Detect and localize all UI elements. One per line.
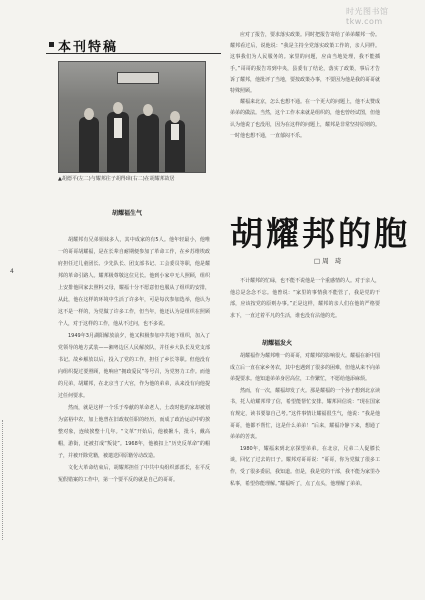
photo-person-head (84, 108, 94, 120)
photo-person-head (143, 104, 153, 116)
left-paragraph: 1949年3月湖阳解放前夕，他又积极参加中共地下组织，加入了党领导的地方武装——湘粤边区人民解放队，并任乡大队长及党支部书记。故乡解放以后，投入了党的工作，担任了乡长等职。但他没有向组织提过要照顾，他响应“拥政爱民”等号召，为党努力工作。而他的兄弟，胡耀邦，在北京当了大官，作为他的弟弟，从来没有向他提过任何要求。 (58, 333, 210, 399)
right-top-paragraph: 应对了报告，要求落实政策。同时把报告寄给了弟弟耀邦一份。耀邦看过后，说他说：“我是主持全党落实政策工作的，亲人同样。这事我们为人民服务的。家里的问题，应由当地处理，我不能插手。”哥哥的报告寄到中央，县委有了结论，落实了政策，事后才告诉了耀邦，他批评了当地，要按政策办事，不要因为他是我的哥哥就特殊照顾。 (230, 32, 381, 95)
photo-shirt (114, 118, 122, 138)
left-paragraph: 文化大革命结束后，胡耀邦担任了中共中央组织部部长，在平反冤假错案的工作中，第一个要平反的就是自己的哥哥。 (58, 465, 210, 483)
photo-caption: ▲胡德平(左二)与耀邦往子胡得璋(右二)在胡耀邦故居 (58, 176, 175, 182)
article-title: 胡耀邦的胞 (230, 214, 410, 253)
right-column-top (230, 30, 380, 142)
article-author: □周 琦 (314, 257, 344, 265)
right-subheading: 胡耀福发火 (262, 340, 293, 347)
right-bot-paragraph: 1980年，耀福来到北京探望弟弟。在北京，兄弟二人促膝长谈，回忆了过去的日子。耀邦对哥哥说：“哥哥，你为党做了很多工作，受了很多委屈，我知道。但是，我是党的干部，我不能为家里办私事，希望你能理解。”耀福听了，点了点头，他理解了弟弟。 (230, 445, 381, 487)
photo-sign (117, 72, 159, 84)
right-column-mid (230, 276, 380, 322)
section-title: 本刊特稿 (58, 40, 119, 55)
header-marker (49, 42, 54, 47)
page-number: 4 (10, 268, 14, 275)
left-paragraph: 胡耀邦有兄弟姐妹多人，其中成家的有5人。他年轻最小，他唯一的哥哥胡耀福，是在长辈自耐期便参加了革命工作，在乡苏维埃政府担任过儿童团长、少先队长、团支部书记、工会委员等职，他是耀邦的革命引路人。耀邦极尊敬这位兄长。他到小家中无人照顾，组织上安排他回家去照料父母，耀福十分不愿意但也服从了组织的安排，从此，他在这样的环境中生活了许多年，可是每次参加选举，他认为这不是一样的，为党做了许多工作，但当年，他还认为是组织在照顾个人，对于这样的工作，他从不过问，也不多说。 (58, 237, 210, 327)
right-mid-paragraph: 不计耀邦的忙碌，也不能不说他是一个重感情的人。对于亲人，他总是念念不忘。他曾说：“家里的事情我不能管了，我是党的干部，应该按党的原则办事。”正是这样，耀邦的亲人们在他的严格要求下，一直过着平凡的生活，谁也没有沾他的光。 (230, 278, 381, 319)
left-paragraph: 然而，就是这样一个乐于奉献的革命老人，土改时他的家却被划为富裕中农，加上他曾在旧政权任职的经历，而成了政治运动中的挨整对象，连续挨整十几年。“文革”开始后，他被揪斗，批斗，戴高帽，游街，还被打成“叛徒”。1968年，他被扣上“历史反革命”的帽子，并被开除党籍，被遣送回原籍劳动改造。 (58, 405, 210, 459)
right-bot-paragraph: 胡耀福作为耀邦唯一的哥哥，对耀邦的影响很大。耀福在新中国成立后一直在家乡务农，其中也遇到了很多的困难，但他从来不向弟弟提要求。他知道弟弟身居高位，工作繁忙，不愿给他添麻烦。 (230, 353, 381, 383)
article-photo (58, 61, 206, 173)
right-column-bottom (230, 351, 380, 490)
photo-shirt (171, 124, 179, 140)
left-column-text (58, 234, 210, 486)
photo-person-head (113, 102, 123, 114)
left-subheading: 胡耀福生气 (112, 210, 143, 217)
watermark: 时光图书馆 tkw.com (346, 7, 389, 26)
photo-person-head (170, 111, 180, 123)
photo-person (79, 117, 99, 172)
right-bot-paragraph: 然而，有一次，耀福却发了火。那是耀福的一个孙子想到北京读书，托人给耀邦带了信，希望能帮忙安排。耀邦回信说：“现在国家有规定，读书要靠自己考。”这件事情让耀福很生气，他说：“我是他哥哥，他都不帮忙，这是什么弟弟！”后来，耀福冷静下来，想通了弟弟的苦衷。 (230, 387, 381, 441)
photo-person (137, 114, 159, 172)
margin-dots (2, 420, 5, 540)
right-top-paragraph: 耀福来北京，怎么也想不通。在一个更大的问题上，他不太赞成弟弟的做法。当然，这个工作本来就是组织的，他也曾经试图，但他认为他说了也没用，因为在这样的问题上，耀邦是非常坚持原则的。一时他也想不通，一直郁闷不乐。 (230, 99, 381, 139)
